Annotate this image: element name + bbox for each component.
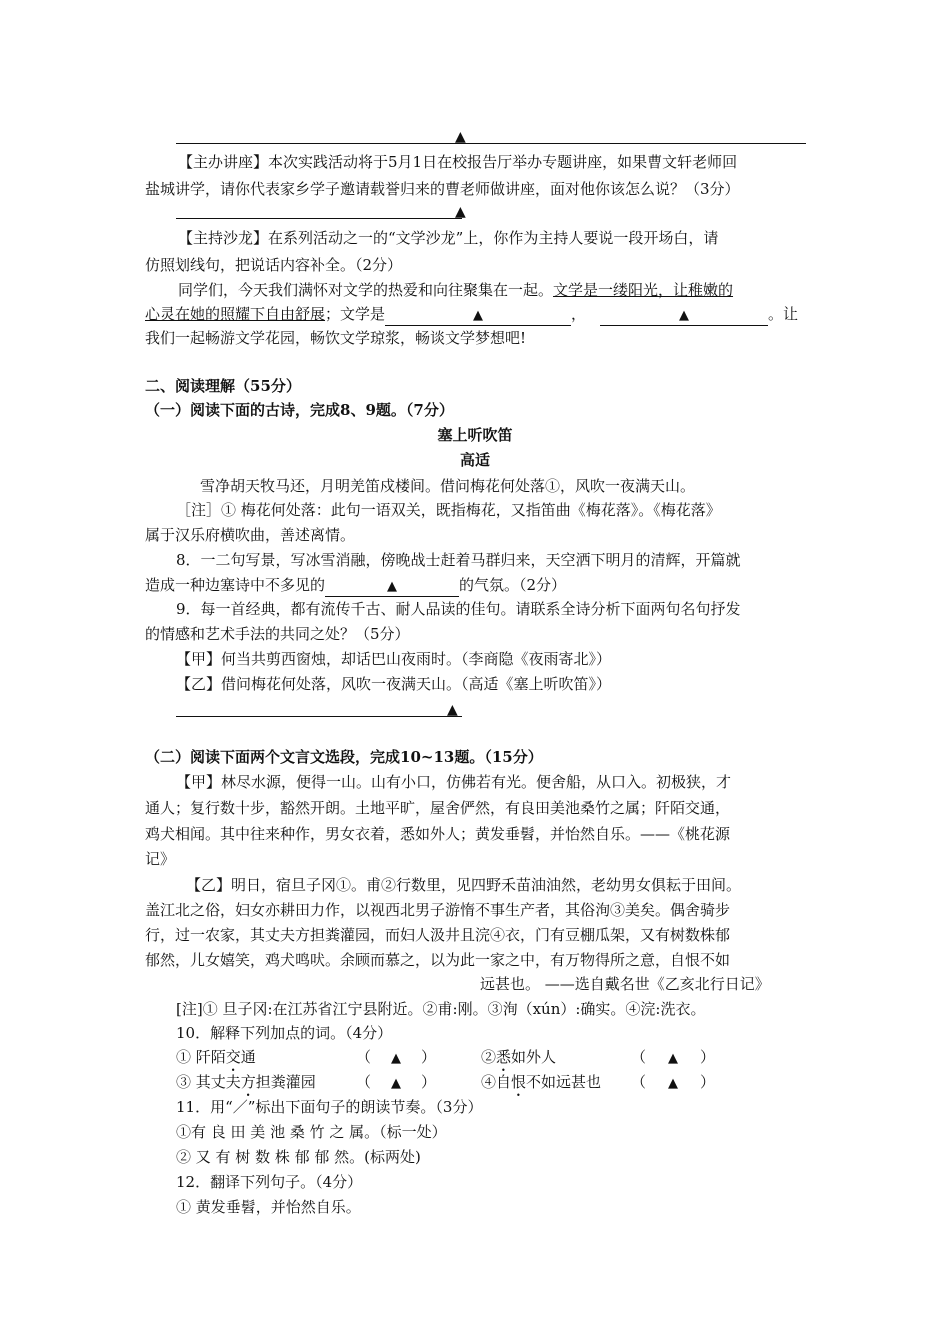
answer-line-q9 xyxy=(176,716,462,717)
salon-text-comma: ， xyxy=(571,305,587,323)
section-reading-title: 二、阅读理解（55分） xyxy=(145,377,301,395)
subsection-classical-title: （二）阅读下面两个文言文选段，完成10~13题。（15分） xyxy=(145,748,543,766)
question-9-jia: 【甲】何当共剪西窗烛，却话巴山夜雨时。（李商隐《夜雨寄北》） xyxy=(176,650,612,668)
salon-text-intro: 同学们，今天我们满怀对文学的热爱和向往聚集在一起。 xyxy=(178,281,554,299)
classical-yi-line4: 郁然，儿女嬉笑，鸡犬鸣吠。余顾而慕之，以为此一家之中，有万物得所之意，自恨不如 xyxy=(145,951,731,969)
classical-jia-line2: 通人；复行数十步，豁然开朗。土地平旷，屋舍俨然，有良田美池桑竹之属；阡陌交通， xyxy=(145,799,731,817)
classical-yi-line3: 行，过一农家，其丈夫方担粪灌园，而妇人汲井且浣④衣，门有豆棚瓜架，又有树数株郁 xyxy=(145,926,731,944)
lecture-question-line2: 盐城讲学，请你代表家乡学子邀请载誉归来的曹老师做讲座，面对他你该怎么说？（3分） xyxy=(145,180,740,198)
answer-line-top xyxy=(176,143,806,144)
answer-marker: ▲ xyxy=(391,1076,402,1091)
salon-paragraph-line1 xyxy=(178,278,733,302)
classical-yi-line5: 远甚也。 ——选自戴名世《乙亥北行日记》 xyxy=(480,975,770,993)
question-10-item-1: ① 阡陌交通 xyxy=(176,1048,256,1066)
salon-paragraph-line3: 我们一起畅游文学花园，畅饮文学琼浆，畅谈文学梦想吧! xyxy=(145,329,527,347)
salon-blank-1[interactable] xyxy=(385,305,571,326)
question-12-sentence-a: ① 黄发垂髫，并怡然自乐。 xyxy=(176,1198,361,1216)
question-8-line2 xyxy=(145,573,566,597)
dotted-word: 方 xyxy=(240,1073,256,1091)
salon-question-line1: 【主持沙龙】在系列活动之一的“文学沙龙”上，你作为主持人要说一段开场白，请 xyxy=(178,229,719,247)
answer-marker-top: ▲ xyxy=(455,129,466,145)
poem-note-line2: 属于汉乐府横吹曲，善述离情。 xyxy=(145,526,356,544)
question-10-item-3: ③ 其丈夫方担粪灌园 xyxy=(176,1073,316,1091)
question-10-answer-3[interactable]: （ ▲ ） xyxy=(356,1073,437,1091)
salon-blank-2-marker: ▲ xyxy=(679,308,690,323)
salon-paragraph-line2 xyxy=(145,302,798,326)
salon-question-line2: 仿照划线句，把说话内容补全。（2分） xyxy=(145,256,403,274)
question-11-sentence-a: ①有 良 田 美 池 桑 竹 之 属。（标一处） xyxy=(176,1123,447,1141)
question-10-answer-1[interactable]: （ ▲ ） xyxy=(356,1048,437,1066)
classical-yi-line2: 盖江北之俗，妇女亦耕田力作，以视西北男子游惰不事生产者，其俗洵③美矣。偶舍骑步 xyxy=(145,901,731,919)
lecture-question-line1: 【主办讲座】本次实践活动将于5月1日在校报告厅举办专题讲座，如果曹文轩老师回 xyxy=(178,153,738,171)
question-12-title: 12．翻译下列句子。（4分） xyxy=(176,1173,363,1191)
salon-model-sentence-part1: 文学是一缕阳光，让稚嫩的 xyxy=(553,281,734,299)
answer-marker: ▲ xyxy=(391,1051,402,1066)
classical-jia-line3: 鸡犬相闻。其中往来种作，男女衣着，悉如外人；黄发垂髫，并怡然自乐。——《桃花源 xyxy=(145,825,731,843)
classical-jia-line4: 记》 xyxy=(145,850,176,868)
question-11-title: 11．用“／”标出下面句子的朗读节奏。（3分） xyxy=(176,1098,483,1116)
question-10-title: 10．解释下列加点的词。（4分） xyxy=(176,1024,393,1042)
question-10-item-4: ④自恨不如远甚也 xyxy=(481,1073,602,1091)
salon-text-end: 。让 xyxy=(768,305,799,323)
question-8-line1: 8．一二句写景，写冰雪消融，傍晚战士赶着马群归来，天空洒下明月的清辉，开篇就 xyxy=(176,551,741,569)
question-9-yi: 【乙】借问梅花何处落，风吹一夜满天山。（高适《塞上听吹笛》） xyxy=(176,675,612,693)
poem-body: 雪净胡天牧马还，月明羌笛戍楼间。借问梅花何处落①，风吹一夜满天山。 xyxy=(200,477,696,495)
salon-blank-1-marker: ▲ xyxy=(473,308,484,323)
question-8-blank[interactable] xyxy=(325,576,459,597)
salon-blank-2[interactable] xyxy=(600,305,768,326)
salon-model-sentence-part2: 心灵在她的照耀下自由舒展 xyxy=(145,305,326,323)
poem-note-line1: ［注］① 梅花何处落：此句一语双关，既指梅花，又指笛曲《梅花落》。《梅花落》 xyxy=(176,501,721,519)
question-10-answer-4[interactable]: （ ▲ ） xyxy=(631,1073,716,1091)
answer-marker-q9: ▲ xyxy=(447,702,458,718)
question-9-line1: 9．每一首经典，都有流传千古、耐人品读的佳句。请联系全诗分析下面两句名句抒发 xyxy=(176,600,741,618)
answer-marker-lecture: ▲ xyxy=(455,204,466,220)
dotted-word: 交 xyxy=(225,1048,241,1066)
poem-title: 塞上听吹笛 xyxy=(437,426,513,444)
question-9-line2: 的情感和艺术手法的共同之处？（5分） xyxy=(145,625,410,643)
salon-text-literature-is: ；文学是 xyxy=(325,305,386,323)
answer-marker: ▲ xyxy=(668,1076,679,1091)
question-8-text-b: 的气氛。（2分） xyxy=(459,576,567,594)
question-10-answer-2[interactable]: （ ▲ ） xyxy=(631,1048,716,1066)
subsection-poem-title: （一）阅读下面的古诗，完成8、9题。（7分） xyxy=(145,401,454,419)
question-8-blank-marker: ▲ xyxy=(387,579,398,594)
classical-yi-line1: 【乙】明日，宿旦子冈①。甫②行数里，见四野禾苗油油然，老幼男女俱耘于田间。 xyxy=(186,876,742,894)
question-11-sentence-b: ② 又 有 树 数 株 郁 郁 然。(标两处) xyxy=(176,1148,421,1166)
poem-author: 高适 xyxy=(459,451,490,469)
question-8-text-a: 造成一种边塞诗中不多见的 xyxy=(145,576,326,594)
dotted-word: 悉 xyxy=(496,1048,512,1066)
classical-note: [注]① 旦子冈:在江苏省江宁县附近。②甫:刚。③洵（xún）:确实。④浣:洗衣。 xyxy=(176,1000,706,1018)
dotted-word: 恨 xyxy=(511,1073,527,1091)
answer-line-lecture xyxy=(176,218,462,219)
answer-marker: ▲ xyxy=(668,1051,679,1066)
classical-jia-line1: 【甲】林尽水源，便得一山。山有小口，仿佛若有光。便舍船，从口入。初极狭，才 xyxy=(176,773,732,791)
question-10-item-2: ②悉如外人 xyxy=(481,1048,557,1066)
